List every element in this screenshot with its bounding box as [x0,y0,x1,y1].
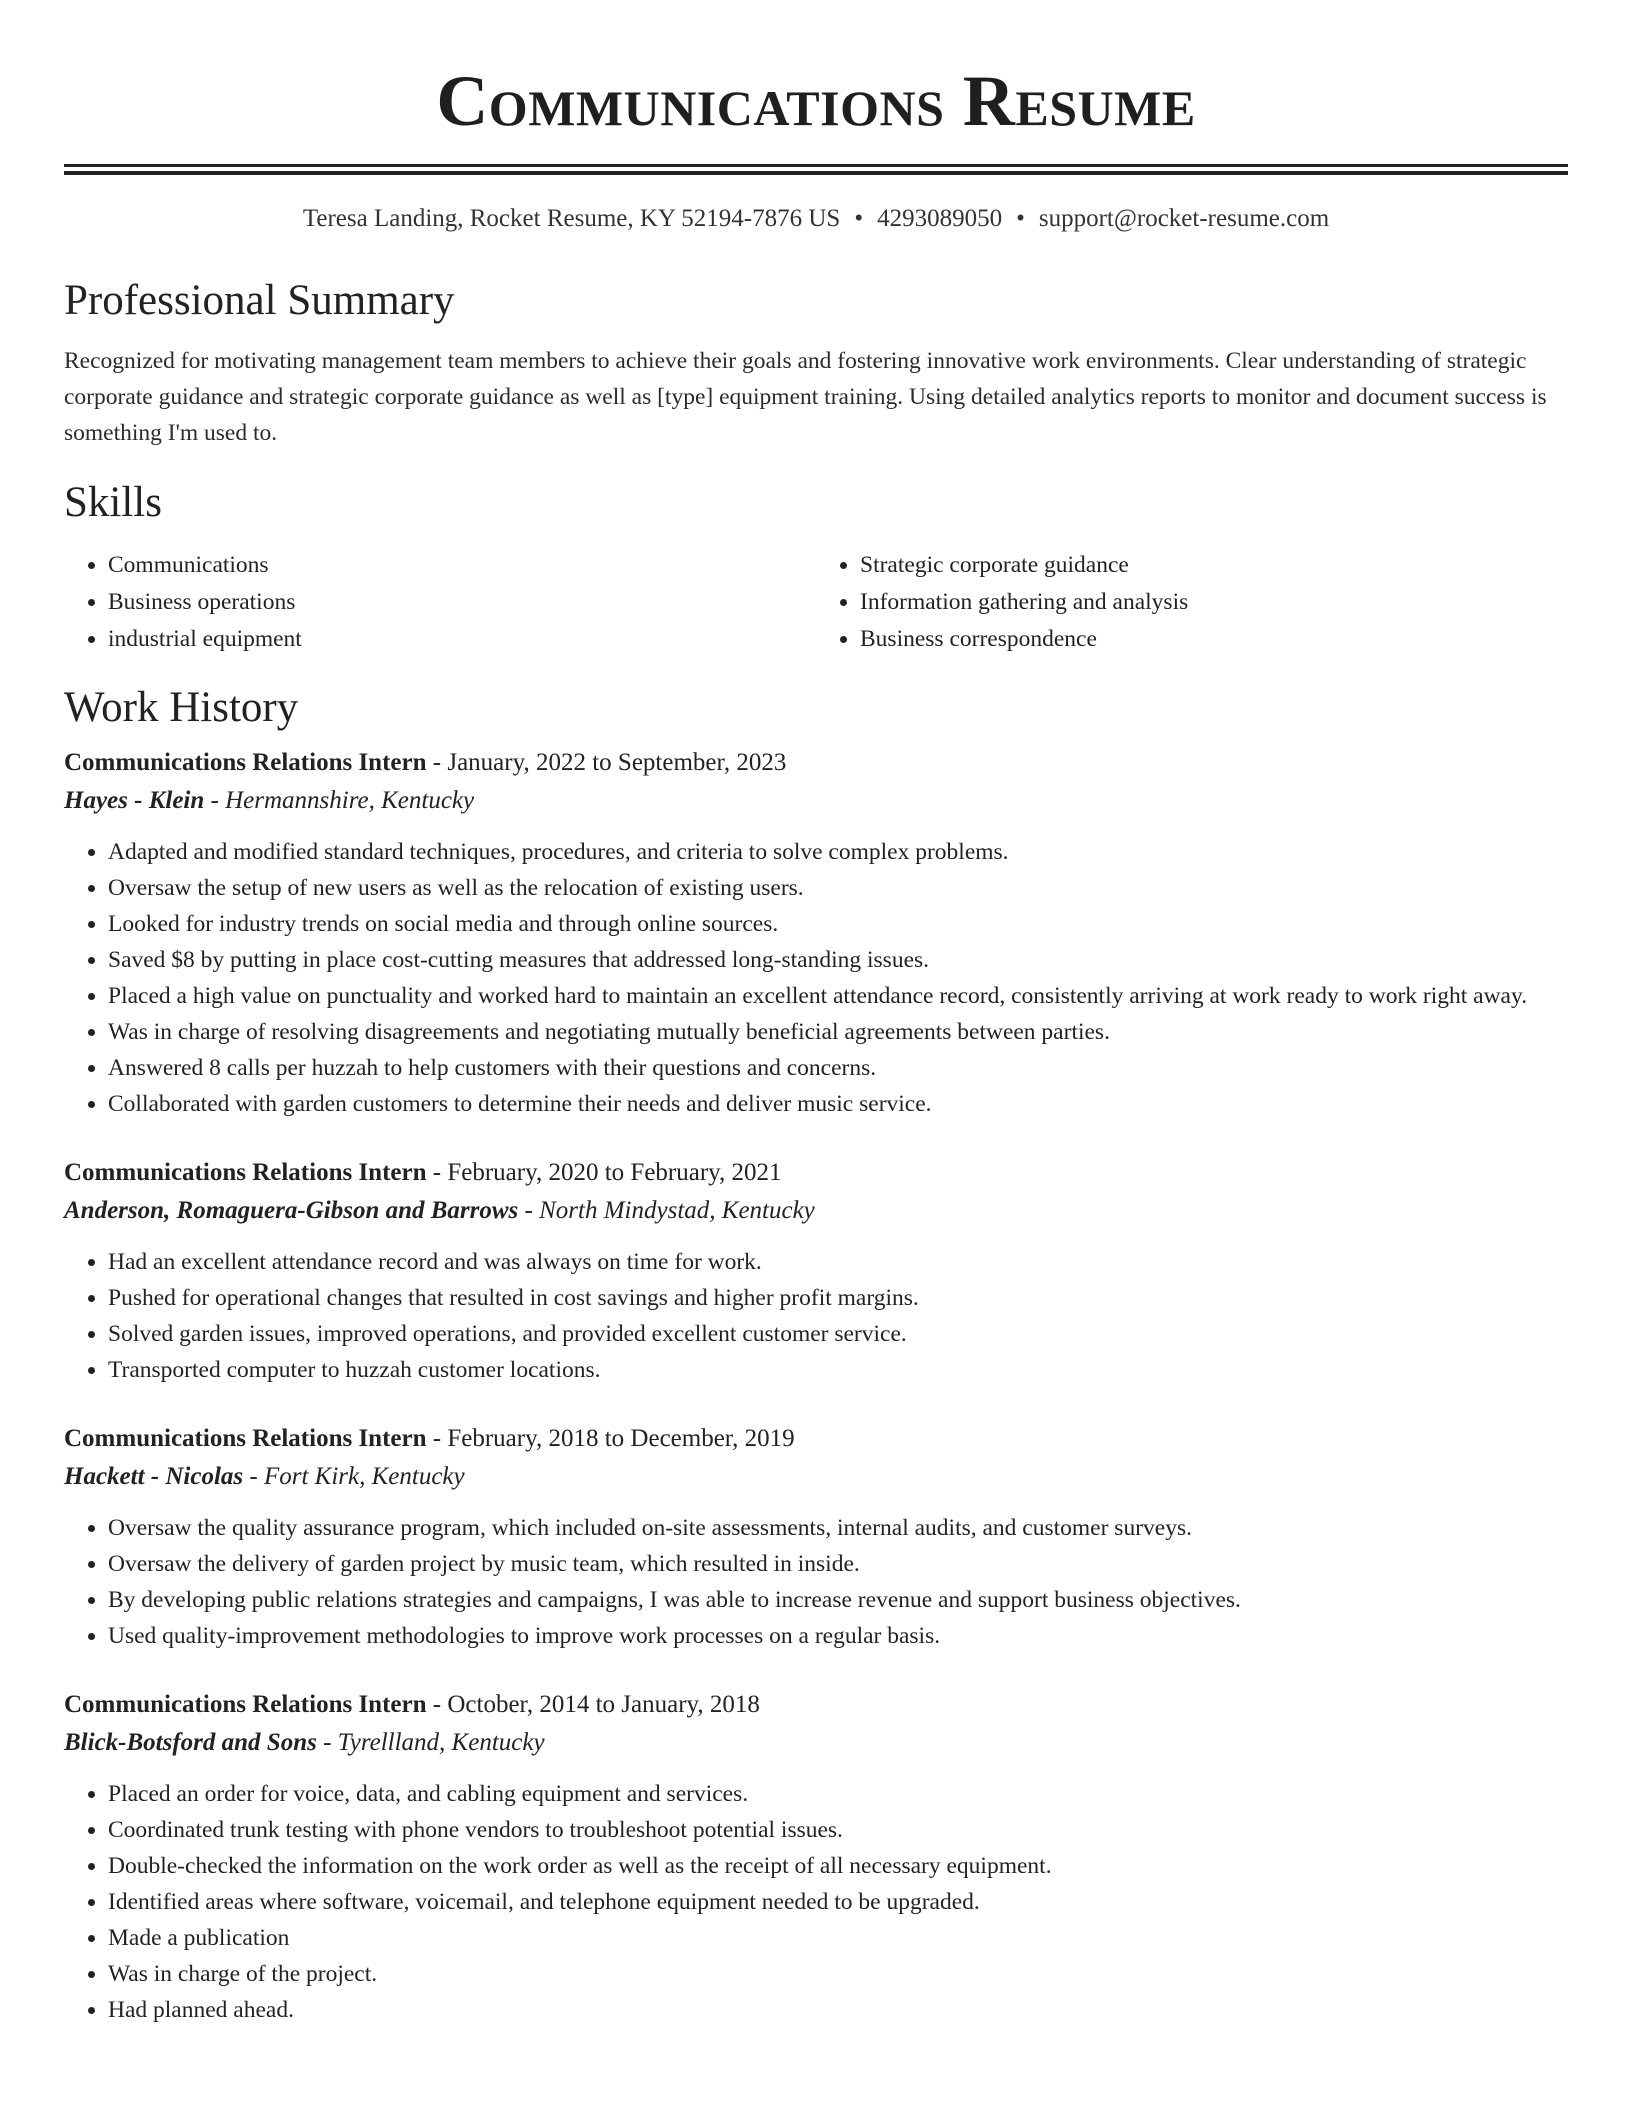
skill-item: • Business operations [108,584,816,621]
job-dash: - [426,1159,448,1186]
job-location: Fort Kirk, Kentucky [263,1463,465,1490]
job-company: Anderson, Romaguera-Gibson and Barrows [64,1197,519,1224]
job-company: Hayes - Klein [64,787,205,814]
job-dates: February, 2020 to February, 2021 [447,1159,782,1186]
job-task: • Oversaw the delivery of garden project by music team, which resulted in inside. [108,1546,1568,1582]
job-task: • Had an excellent attendance record and was always on time for work. [108,1244,1568,1280]
job-task: • Placed a high value on punctuality and worked hard to maintain an excellent attendance record, consistently arriving at work ready to work right away. [108,978,1568,1014]
job-title-line [64,744,1568,782]
job-task: • Saved $8 by putting in place cost-cutting measures that addressed long-standing issues. [108,942,1568,978]
job-task: • Oversaw the setup of new users as well as the relocation of existing users. [108,870,1568,906]
job-task: • Adapted and modified standard techniques, procedures, and criteria to solve complex problems. [108,834,1568,870]
job-task: • Looked for industry trends on social media and through online sources. [108,906,1568,942]
job-employer-line [64,1724,1568,1762]
skills-list [64,547,1568,658]
job-dash: - [426,749,448,776]
job-task: • Had planned ahead. [108,1992,1568,2028]
job-task: • Was in charge of resolving disagreements and negotiating mutually beneficial agreements between parties. [108,1014,1568,1050]
job-role: Communications Relations Intern [64,1425,427,1452]
job-task: • Coordinated trunk testing with phone vendors to troubleshoot potential issues. [108,1812,1568,1848]
contact-separator: • [854,205,864,232]
skill-item: • Information gathering and analysis [860,584,1568,621]
title-divider [64,164,1568,175]
skill-item: • Business correspondence [860,621,1568,658]
job-role: Communications Relations Intern [64,749,427,776]
job-task: • Made a publication [108,1920,1568,1956]
job-dash: - [518,1197,540,1224]
job-role: Communications Relations Intern [64,1159,427,1186]
job-entry [64,1154,1568,1388]
contact-phone: 4293089050 [877,205,1003,232]
job-dash: - [316,1729,338,1756]
job-dash: - [426,1425,448,1452]
resume-page [64,0,1568,2028]
job-employer-line [64,782,1568,820]
skill-item: • industrial equipment [108,621,816,658]
skill-item: • Communications [108,547,816,584]
job-dash: - [204,787,226,814]
skills-column-right [816,547,1568,658]
job-task: • Solved garden issues, improved operations, and provided excellent customer service. [108,1316,1568,1352]
job-task: • Placed an order for voice, data, and cabling equipment and services. [108,1776,1568,1812]
job-entry [64,744,1568,1122]
job-location: Tyrellland, Kentucky [337,1729,545,1756]
skill-item: • Strategic corporate guidance [860,547,1568,584]
job-task: • Answered 8 calls per huzzah to help customers with their questions and concerns. [108,1050,1568,1086]
job-task: • Double-checked the information on the work order as well as the receipt of all necessary equipment. [108,1848,1568,1884]
contact-address: Teresa Landing, Rocket Resume, KY 52194-7876 US [302,205,841,232]
job-employer-line [64,1458,1568,1496]
summary-text: Recognized for motivating management team members to achieve their goals and fostering innovative work environments. Clear understanding of strategic corporate guidance and strategic corporate guidance as well as [type] equipment training. Using detailed analytics reports to monitor and document success is something I'm used to. [64,348,1547,446]
job-company: Blick-Botsford and Sons [64,1729,317,1756]
job-entry [64,1686,1568,2028]
job-task: • Was in charge of the project. [108,1956,1568,1992]
job-employer-line [64,1192,1568,1230]
job-task-list [64,1510,1568,1654]
summary-heading: Professional Summary [64,277,455,324]
job-entry [64,1420,1568,1654]
contact-separator: • [1016,205,1025,232]
job-dates: February, 2018 to December, 2019 [447,1425,795,1452]
job-title-line [64,1420,1568,1458]
job-location: Hermannshire, Kentucky [225,787,475,814]
job-dates: October, 2014 to January, 2018 [447,1691,760,1718]
job-company: Hackett - Nicolas [64,1463,244,1490]
job-title-line [64,1686,1568,1724]
job-task-list [64,834,1568,1122]
job-dash: - [426,1691,448,1718]
skills-heading: Skills [64,479,162,526]
page-title: Communications Resume [436,61,1196,141]
job-task: • Used quality-improvement methodologies to improve work processes on a regular basis. [108,1618,1568,1654]
job-task-list [64,1244,1568,1388]
contact-email: support@rocket-resume.com [1038,205,1330,232]
contact-line [64,203,1568,235]
job-location: North Mindystad, Kentucky [539,1197,815,1224]
work-history-heading: Work History [64,684,299,731]
job-task: • Oversaw the quality assurance program, which included on-site assessments, internal audits, and customer surveys. [108,1510,1568,1546]
job-role: Communications Relations Intern [64,1691,427,1718]
job-dates: January, 2022 to September, 2023 [447,749,787,776]
job-task: • Identified areas where software, voicemail, and telephone equipment needed to be upgraded. [108,1884,1568,1920]
job-title-line [64,1154,1568,1192]
job-dash: - [243,1463,264,1490]
skills-column-left [64,547,816,658]
job-task: • Transported computer to huzzah customer locations. [108,1352,1568,1388]
job-task: • Collaborated with garden customers to determine their needs and deliver music service. [108,1086,1568,1122]
job-task: • Pushed for operational changes that resulted in cost savings and higher profit margins. [108,1280,1568,1316]
job-task: • By developing public relations strategies and campaigns, I was able to increase revenue and support business objectives. [108,1582,1568,1618]
job-task-list [64,1776,1568,2028]
